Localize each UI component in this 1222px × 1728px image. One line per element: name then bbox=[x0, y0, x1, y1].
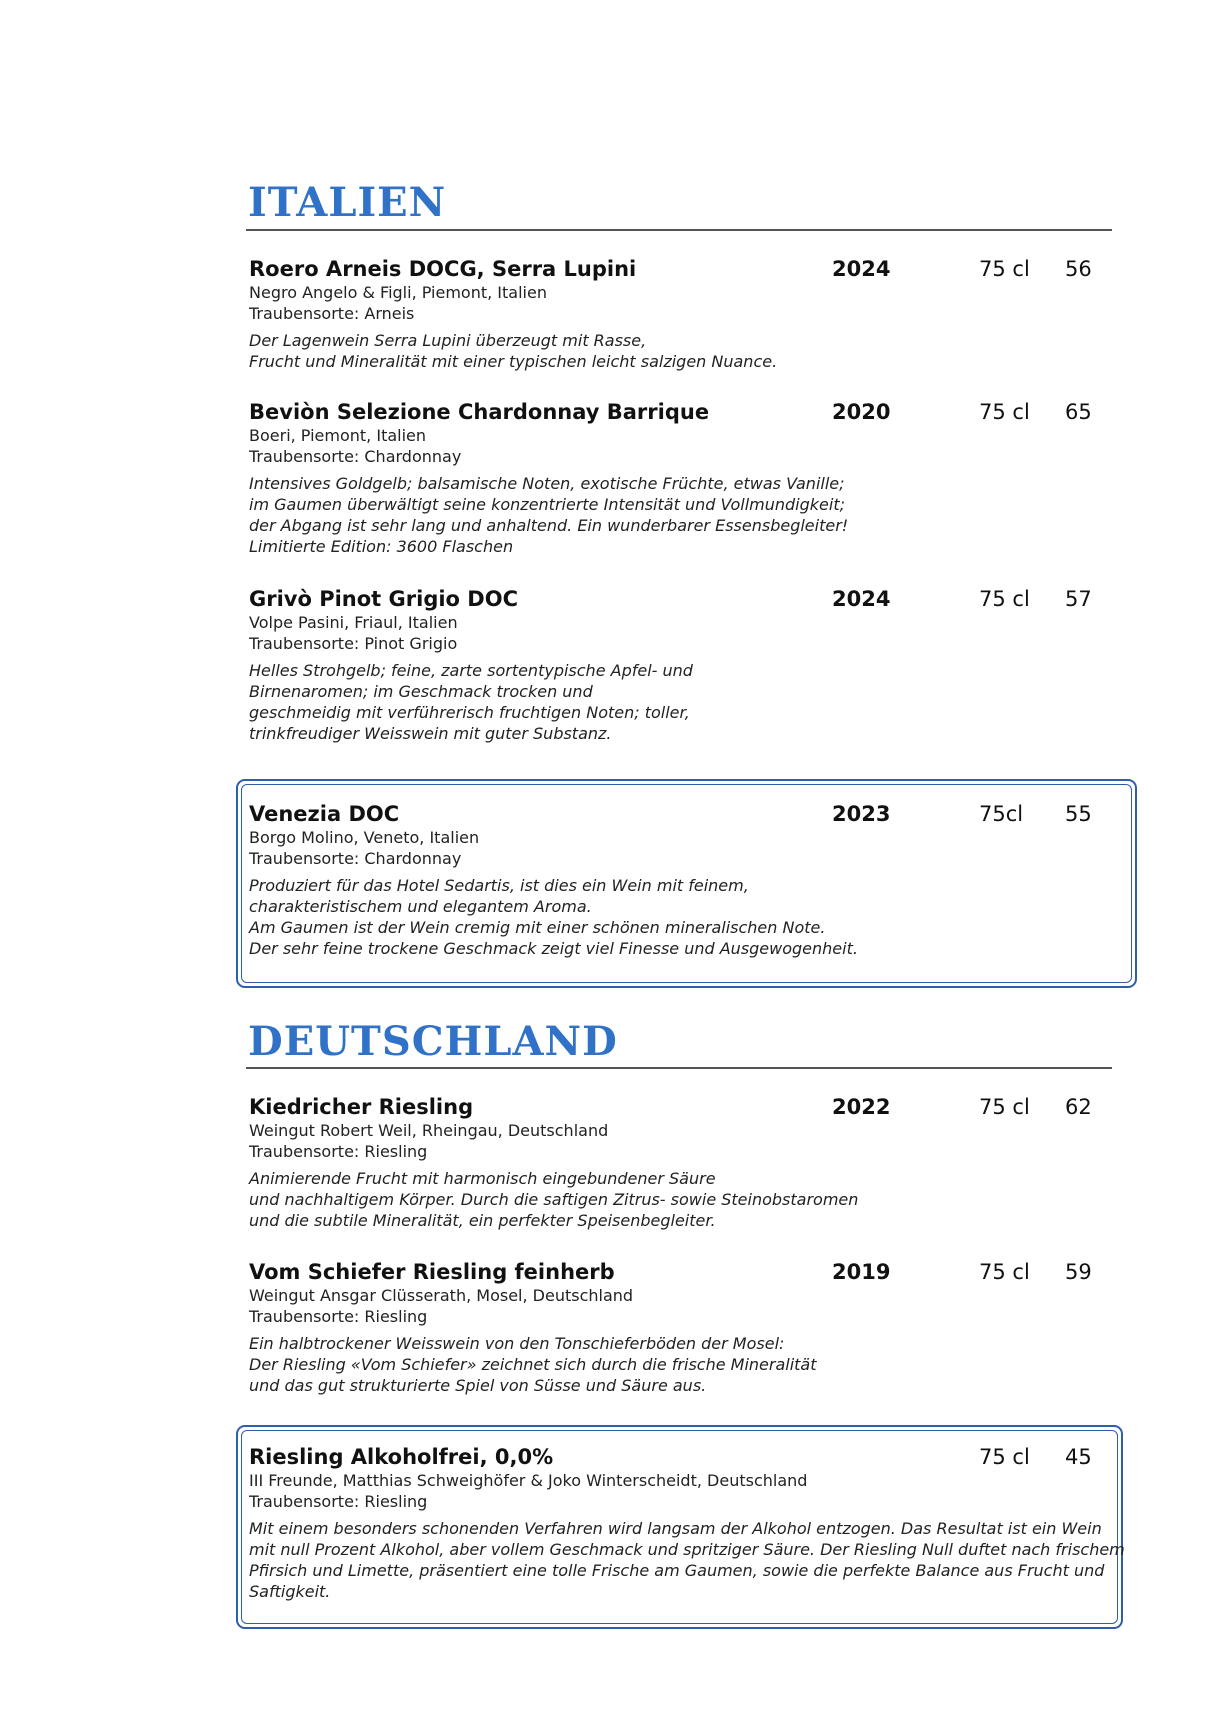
description-line: Intensives Goldgelb; balsamische Noten, exotische Früchte, etwas Vanille; bbox=[249, 474, 845, 493]
wine-price: 56 bbox=[1065, 257, 1092, 281]
description-line: und das gut strukturierte Spiel von Süsse und Säure aus. bbox=[249, 1376, 707, 1395]
description-line: trinkfreudiger Weisswein mit guter Substanz. bbox=[249, 724, 612, 743]
wine-producer: Negro Angelo & Figli, Piemont, Italien bbox=[249, 283, 547, 302]
wine-year: 2020 bbox=[832, 400, 891, 424]
wine-name: Vom Schiefer Riesling feinherb bbox=[249, 1260, 615, 1284]
section-divider bbox=[246, 229, 1112, 231]
wine-description bbox=[249, 1518, 1125, 1602]
description-line: mit null Prozent Alkohol, aber vollem Geschmack und spritziger Säure. Der Riesling Null duftet nach frischem bbox=[249, 1540, 1125, 1559]
description-line: charakteristischem und elegantem Aroma. bbox=[249, 897, 592, 916]
description-line: Produziert für das Hotel Sedartis, ist dies ein Wein mit feinem, bbox=[249, 876, 749, 895]
wine-description bbox=[249, 1168, 1109, 1231]
description-line: im Gaumen überwältigt seine konzentrierte Intensität und Vollmundigkeit; bbox=[249, 495, 845, 514]
wine-name: Venezia DOC bbox=[249, 802, 400, 826]
wine-price: 57 bbox=[1065, 587, 1092, 611]
description-line: Frucht und Mineralität mit einer typischen leicht salzigen Nuance. bbox=[249, 352, 778, 371]
description-line: Limitierte Edition: 3600 Flaschen bbox=[249, 537, 514, 556]
wine-producer: Weingut Ansgar Clüsserath, Mosel, Deutschland bbox=[249, 1286, 634, 1305]
description-line: Birnenaromen; im Geschmack trocken und bbox=[249, 682, 593, 701]
description-line: Saftigkeit. bbox=[249, 1582, 331, 1601]
wine-producer: Borgo Molino, Veneto, Italien bbox=[249, 828, 480, 847]
wine-entry-riesling-alkoholfrei bbox=[249, 1444, 1125, 1602]
wine-price: 59 bbox=[1065, 1260, 1092, 1284]
wine-name: Riesling Alkoholfrei, 0,0% bbox=[249, 1445, 554, 1469]
wine-year: 2024 bbox=[832, 257, 891, 281]
wine-description bbox=[249, 1333, 1109, 1396]
wine-grape: Traubensorte: Riesling bbox=[249, 1492, 428, 1511]
description-line: Der sehr feine trockene Geschmack zeigt viel Finesse und Ausgewogenheit. bbox=[249, 939, 858, 958]
wine-entry-bevion-chardonnay bbox=[249, 399, 1109, 557]
wine-description bbox=[249, 473, 1109, 557]
wine-name: Beviòn Selezione Chardonnay Barrique bbox=[249, 400, 710, 424]
wine-producer: III Freunde, Matthias Schweighöfer & Joko Winterscheidt, Deutschland bbox=[249, 1471, 808, 1490]
description-line: Helles Strohgelb; feine, zarte sortentypische Apfel- und bbox=[249, 661, 693, 680]
description-line: Der Lagenwein Serra Lupini überzeugt mit Rasse, bbox=[249, 331, 647, 350]
description-line: Ein halbtrockener Weisswein von den Tonschieferböden der Mosel: bbox=[249, 1334, 785, 1353]
section-title-deutschland: DEUTSCHLAND bbox=[248, 1018, 618, 1065]
description-line: der Abgang ist sehr lang und anhaltend. Ein wunderbarer Essensbegleiter! bbox=[249, 516, 849, 535]
wine-volume: 75 cl bbox=[979, 1445, 1030, 1469]
wine-description bbox=[249, 875, 1109, 959]
wine-name: Roero Arneis DOCG, Serra Lupini bbox=[249, 257, 637, 281]
wine-grape: Traubensorte: Chardonnay bbox=[249, 447, 462, 466]
description-line: geschmeidig mit verführerisch fruchtigen Noten; toller, bbox=[249, 703, 690, 722]
section-title-italien: ITALIEN bbox=[248, 179, 447, 226]
section-divider bbox=[246, 1067, 1112, 1069]
wine-grape: Traubensorte: Riesling bbox=[249, 1307, 428, 1326]
wine-grape: Traubensorte: Chardonnay bbox=[249, 849, 462, 868]
wine-volume: 75cl bbox=[979, 802, 1024, 826]
description-line: und nachhaltigem Körper. Durch die saftigen Zitrus- sowie Steinobstaromen bbox=[249, 1190, 859, 1209]
wine-entry-grivo-pinot-grigio bbox=[249, 586, 1109, 744]
wine-volume: 75 cl bbox=[979, 587, 1030, 611]
wine-name: Grivò Pinot Grigio DOC bbox=[249, 587, 518, 611]
wine-description bbox=[249, 330, 1109, 372]
wine-price: 45 bbox=[1065, 1445, 1092, 1469]
wine-grape: Traubensorte: Arneis bbox=[249, 304, 415, 323]
wine-year: 2024 bbox=[832, 587, 891, 611]
wine-year: 2022 bbox=[832, 1095, 891, 1119]
description-line: und die subtile Mineralität, ein perfekter Speisenbegleiter. bbox=[249, 1211, 716, 1230]
wine-producer: Weingut Robert Weil, Rheingau, Deutschland bbox=[249, 1121, 609, 1140]
wine-volume: 75 cl bbox=[979, 1260, 1030, 1284]
description-line: Der Riesling «Vom Schiefer» zeichnet sich durch die frische Mineralität bbox=[249, 1355, 817, 1374]
wine-entry-roero-arneis bbox=[249, 256, 1109, 372]
wine-volume: 75 cl bbox=[979, 1095, 1030, 1119]
wine-name: Kiedricher Riesling bbox=[249, 1095, 474, 1119]
description-line: Animierende Frucht mit harmonisch eingebundener Säure bbox=[249, 1169, 716, 1188]
description-line: Am Gaumen ist der Wein cremig mit einer schönen mineralischen Note. bbox=[249, 918, 826, 937]
wine-description bbox=[249, 660, 1109, 744]
wine-grape: Traubensorte: Riesling bbox=[249, 1142, 428, 1161]
wine-entry-vom-schiefer-riesling bbox=[249, 1259, 1109, 1396]
wine-volume: 75 cl bbox=[979, 257, 1030, 281]
wine-entry-kiedricher-riesling bbox=[249, 1094, 1109, 1231]
wine-entry-venezia-doc bbox=[249, 801, 1109, 959]
wine-price: 65 bbox=[1065, 400, 1092, 424]
wine-producer: Boeri, Piemont, Italien bbox=[249, 426, 427, 445]
wine-year: 2019 bbox=[832, 1260, 891, 1284]
wine-price: 55 bbox=[1065, 802, 1092, 826]
wine-grape: Traubensorte: Pinot Grigio bbox=[249, 634, 458, 653]
wine-producer: Volpe Pasini, Friaul, Italien bbox=[249, 613, 458, 632]
wine-volume: 75 cl bbox=[979, 400, 1030, 424]
description-line: Pfirsich und Limette, präsentiert eine tolle Frische am Gaumen, sowie die perfekte Balance aus Frucht und bbox=[249, 1561, 1105, 1580]
description-line: Mit einem besonders schonenden Verfahren wird langsam der Alkohol entzogen. Das Resultat ist ein Wein bbox=[249, 1519, 1102, 1538]
wine-year: 2023 bbox=[832, 802, 891, 826]
wine-price: 62 bbox=[1065, 1095, 1092, 1119]
